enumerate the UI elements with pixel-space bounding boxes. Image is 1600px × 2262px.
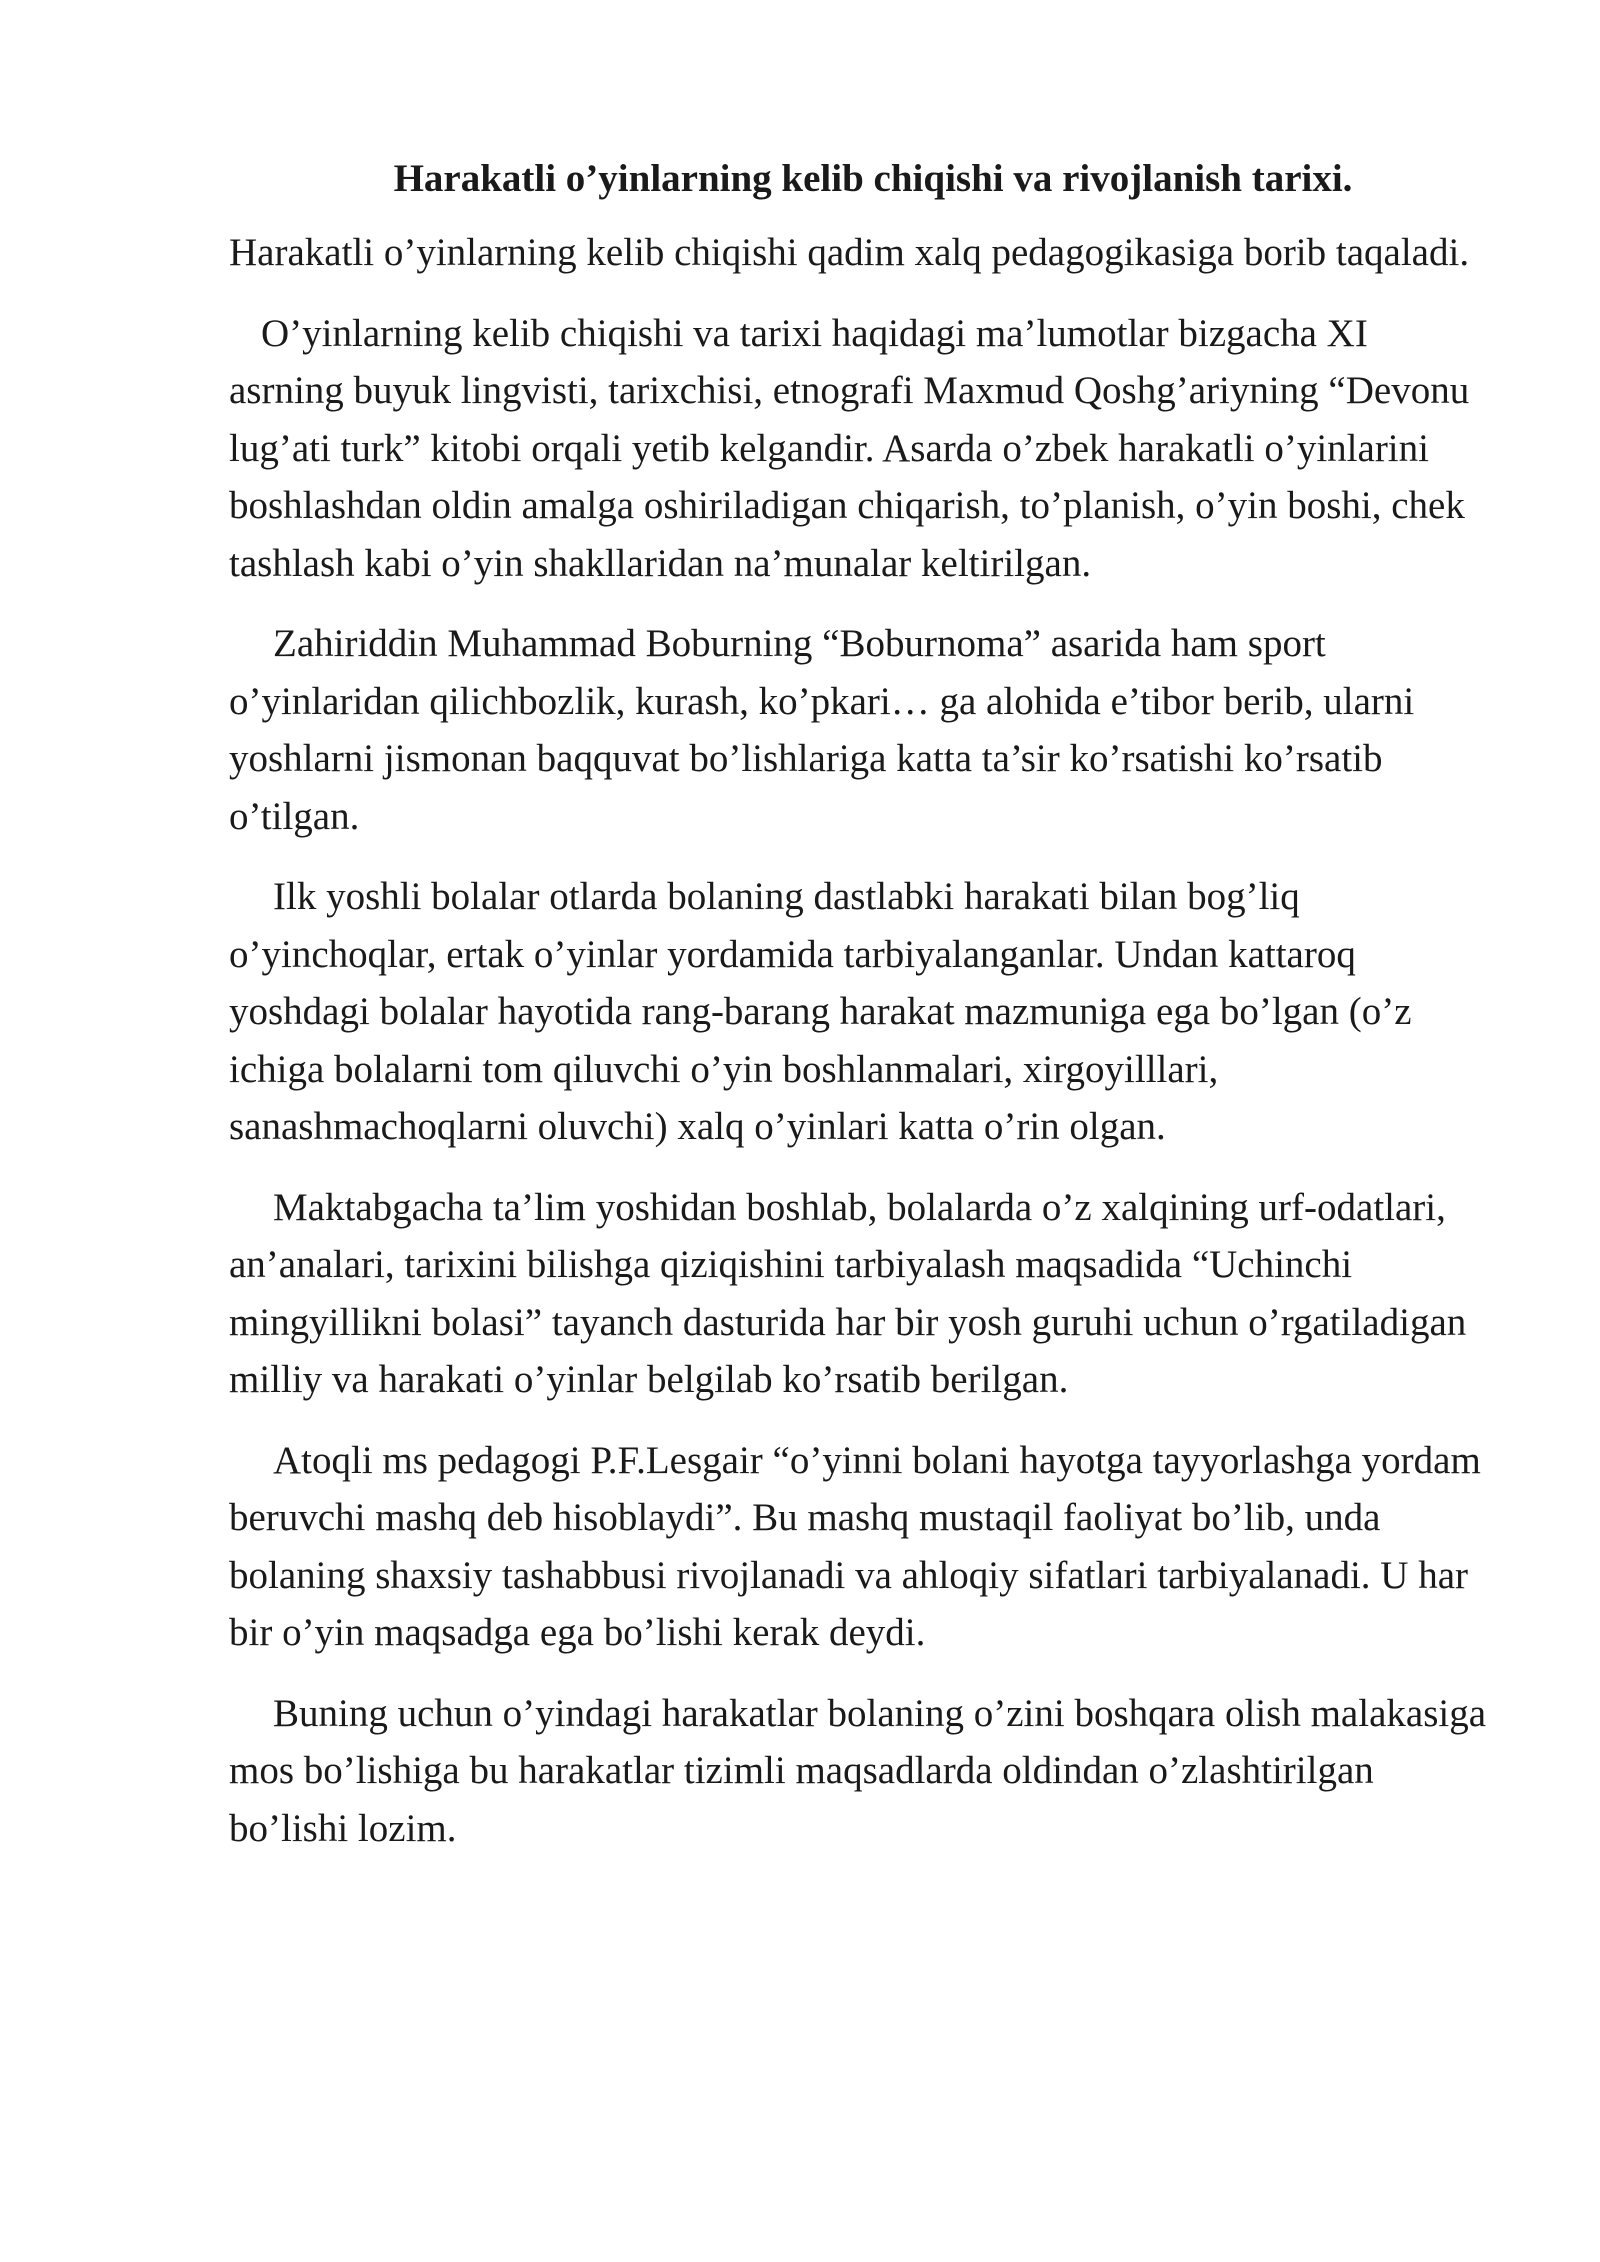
document-title: Harakatli o’yinlarning kelib chiqishi va rivojlanish tarixi.	[393, 157, 1353, 200]
paragraph-qoshgariy: O’yinlarning kelib chiqishi va tarixi haqidagi ma’lumotlar bizgacha XI asrning buyuk lingvisti, tarixchisi, etnografi Maxmud Qoshg’ariyning “Devonu lug’ati turk” kitobi orqali yetib kelgandir. Asarda o’zbek harakatli o’yinlarini boshlashdan oldin amalga oshiriladigan chiqarish, to’planish, o’yin boshi, chek tashlash kabi o’yin shakllaridan na’munalar keltirilgan.	[229, 311, 1470, 585]
paragraph-conclusion: Buning uchun o’yindagi harakatlar bolaning o’zini boshqara olish malakasiga mos bo’lishiga bu harakatlar tizimli maqsadlarda oldindan o’zlashtirilgan bo’lishi lozim.	[229, 1691, 1487, 1850]
paragraph-early-age: Ilk yoshli bolalar otlarda bolaning dastlabki harakati bilan bog’liq o’yinchoqlar, ertak o’yinlar yordamida tarbiyalanganlar. Undan kattaroq yoshdagi bolalar hayotida rang-barang harakat mazmuniga ega bo’lgan (o’z ichiga bolalarni tom qiluvchi o’yin boshlanmalari, xirgoyilllari, sanashmachoqlarni oluvchi) xalq o’yinlari katta o’rin olgan.	[229, 875, 1412, 1148]
paragraph-intro: Harakatli o’yinlarning kelib chiqishi qadim xalq pedagogikasiga borib taqaladi.	[229, 231, 1470, 274]
paragraph-lesgaft: Atoqli ms pedagogi P.F.Lesgair “o’yinni bolani hayotga tayyorlashga yordam beruvchi mashq deb hisoblaydi”. Bu mashq mustaqil faoliyat bo’lib, unda bolaning shaxsiy tashabbusi rivojlanadi va ahloqiy sifatlari tarbiyalanadi. U har bir o’yin maqsadga ega bo’lishi kerak deydi.	[229, 1438, 1481, 1654]
paragraph-boburnoma: Zahiriddin Muhammad Boburning “Boburnoma” asarida ham sport o’yinlaridan qilichbozlik, kurash, ko’pkari… ga alohida e’tibor berib, ularni yoshlarni jismonan baqquvat bo’lishlariga katta ta’sir ko’rsatishi ko’rsatib o’tilgan.	[229, 622, 1415, 838]
paragraph-preschool: Maktabgacha ta’lim yoshidan boshlab, bolalarda o’z xalqining urf-odatlari, an’analari, tarixini bilishga qiziqishini tarbiyalash maqsadida “Uchinchi mingyillikni bolasi” tayanch dasturida har bir yosh guruhi uchun o’rgatiladigan milliy va harakati o’yinlar belgilab ko’rsatib berilgan.	[229, 1185, 1467, 1401]
document-body	[229, 148, 1491, 1880]
